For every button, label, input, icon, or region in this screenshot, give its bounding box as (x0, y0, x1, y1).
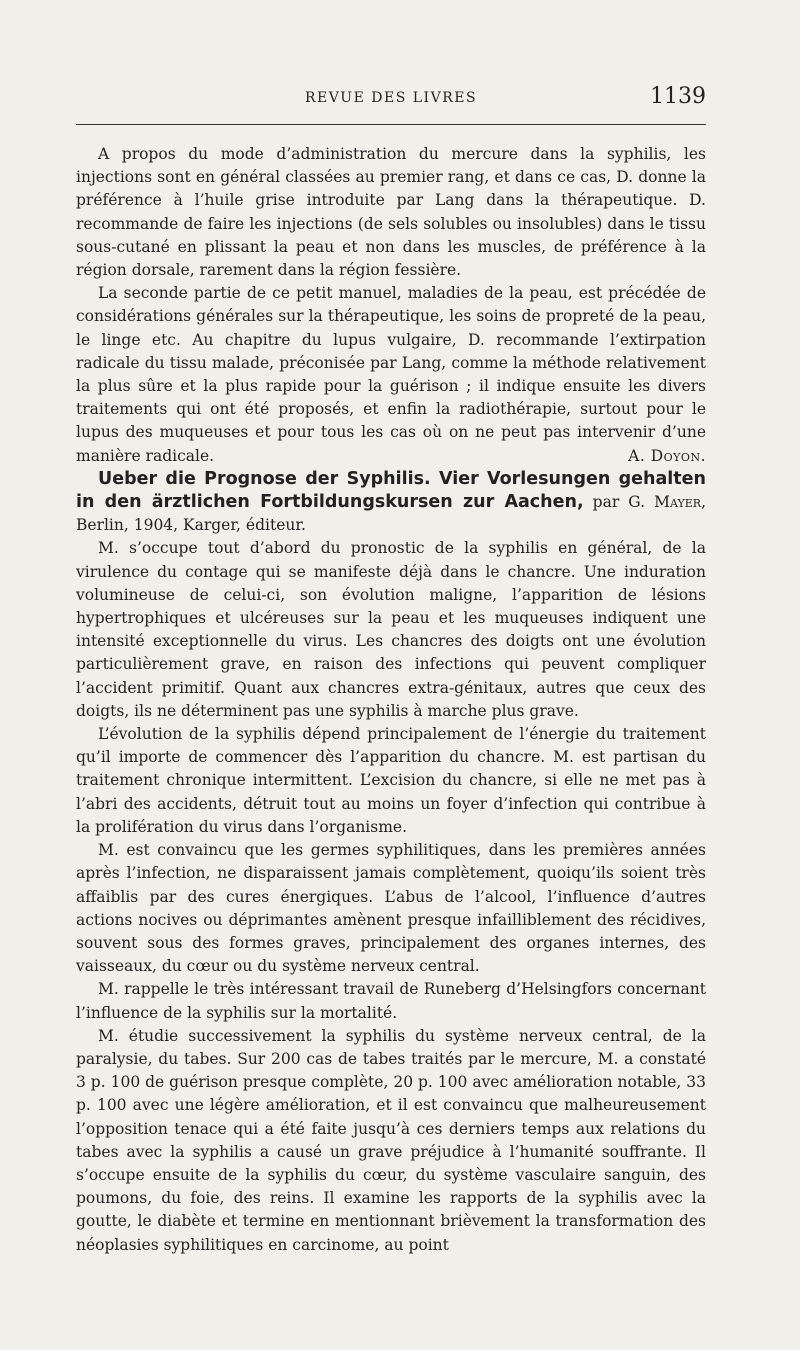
paragraph-skin-diseases (76, 282, 706, 468)
review-heading (76, 468, 706, 538)
review-book-title: Ueber die Prognose der Syphilis. Vier Vorlesungen gehalten in den ärztlichen Fortbildungskursen zur Aachen, (76, 468, 706, 513)
paragraph-nervous-system: M. étudie successivement la syphilis du système nerveux central, de la paralysie, du tabes. Sur 200 cas de tabes traités par le mercure, M. a constaté 3 p. 100 de guérison presque complète, 20 p. 100 avec amélioration notable, 33 p. 100 avec une légère amélioration, et il est convaincu que malheureusement l’opposition tenace qui a été faite jusqu’à ces derniers temps aux relations du tabes avec la syphilis a causé un grave préjudice à l’humanité souffrante. Il s’occupe ensuite de la syphilis du cœur, du système vasculaire sanguin, des poumons, du foie, des reins. Il examine les rapports de la syphilis avec la goutte, le diabète et termine en mentionnant brièvement la transformation des néoplasies syphilitiques en carcinome, au point (76, 1026, 706, 1254)
review-by: par G. (592, 493, 646, 512)
body-text (76, 143, 706, 1257)
reviewer-signature: A. Doyon. (628, 446, 706, 465)
paragraph-germs: M. est convaincu que les germes syphilitiques, dans les premières années après l’infection, ne disparaissent jamais complètement, quoiqu’ils soient très affaiblis par des cures énergiques. L’abus de l’alcool, l’influence d’autres actions nocives ou déprimantes amènent presque infailliblement des récidives, souvent sous des formes graves, principalement des organes internes, des vaisseaux, du cœur ou du système nerveux central. (76, 841, 706, 976)
header-rule (76, 124, 706, 125)
paragraph-prognosis: M. s’occupe tout d’abord du pronostic de la syphilis en général, de la virulence du contage qui se manifeste déjà dans le chancre. Une induration volumineuse de celui-ci, son évolution maligne, l’apparition de lésions hypertrophiques et ulcéreuses sur la peau et les muqueuses indiquent une intensité exceptionnelle du virus. Les chancres des doigts ont une évolution particulièrement grave, en raison des infections qui peuvent compliquer l’accident primitif. Quant aux chancres extra-génitaux, autres que ceux des doigts, ils ne déterminent pas une syphilis à marche plus grave. (76, 539, 706, 720)
review-author: Mayer, (654, 493, 706, 512)
page-header (76, 84, 706, 118)
page-number: 1139 (650, 84, 706, 109)
paragraph-treatment: L’évolution de la syphilis dépend principalement de l’énergie du traitement qu’il importe de commencer dès l’apparition du chancre. M. est partisan du traitement chronique intermittent. L’excision du chancre, si elle ne met pas à l’abri des accidents, détruit tout au moins un foyer d’infection qui contribue à la prolifération du virus dans l’organisme. (76, 725, 706, 836)
running-title: REVUE DES LIVRES (304, 90, 478, 106)
paragraph-runeberg: M. rappelle le très intéressant travail de Runeberg d’Helsingfors concernant l’influence de la syphilis sur la mortalité. (76, 980, 706, 1022)
paragraph-skin-diseases-text: La seconde partie de ce petit manuel, maladies de la peau, est précédée de considérations générales sur la thérapeutique, les soins de propreté de la peau, le linge etc. Au chapitre du lupus vulgaire, D. recommande l’extirpation radicale du tissu malade, préconisée par Lang, comme la méthode relativement la plus sûre et la plus rapide pour la guérison ; il indique ensuite les divers traitements qui ont été proposés, et enfin la radiothérapie, surtout pour le lupus des muqueuses et pour tous les cas où on ne peut pas intervenir d’une manière radicale. (76, 284, 706, 465)
paragraph-mercury-injections: A propos du mode d’administration du mercure dans la syphilis, les injections sont en général classées au premier rang, et dans ce cas, D. donne la préférence à l’huile grise introduite par Lang dans la thérapeutique. D. recommande de faire les injections (de sels solubles ou insolubles) dans le tissu sous-cutané en plissant la peau et non dans les muscles, de préférence à la région dorsale, rarement dans la région fessière. (76, 145, 706, 280)
review-publication: Berlin, 1904, Karger, éditeur. (76, 516, 306, 535)
